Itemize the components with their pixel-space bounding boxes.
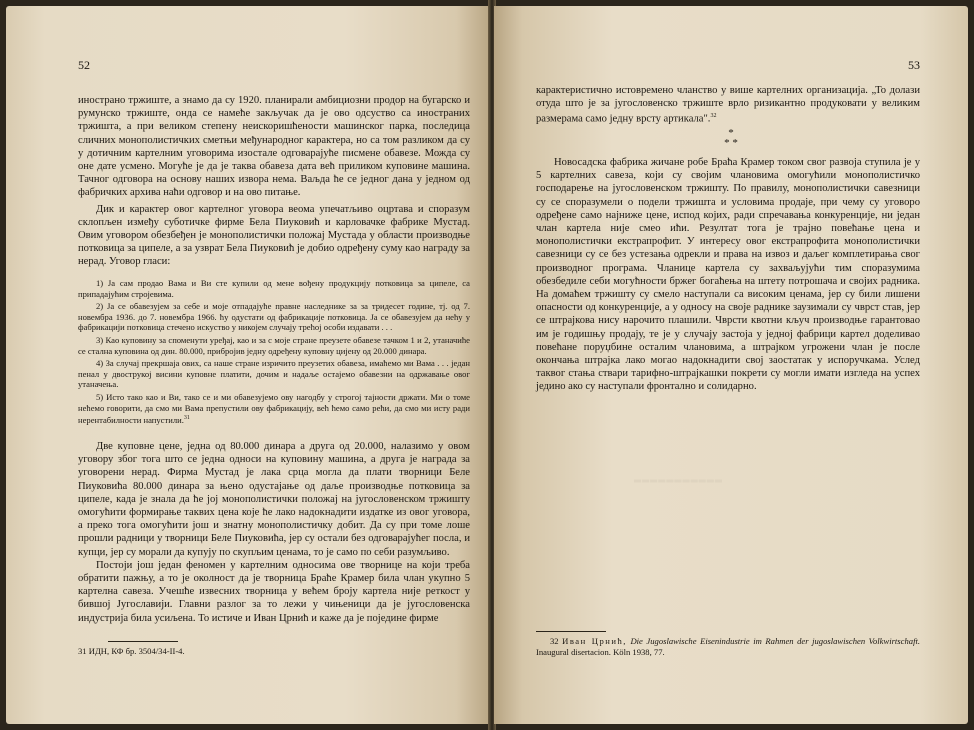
paragraph: Дик и карактер овог картелног уговора веома упечатљиво оцртава и споразум склопљен између суботичке фирме Бела Пиуковић и карловачке фабрике Мустад. Овим уговором обезбеђен је монополистички положај Мустада у области производње потковица за ципеле, а за узврат Бела Пиуковић је добио одређену суму као награду за нерад. Уговор гласи:: [78, 203, 470, 268]
footnote-number: 32: [550, 636, 559, 646]
page-number-right: 53: [908, 58, 920, 72]
right-text-upper: [536, 84, 920, 126]
footnote-rest: Inaugural disertacion. Köln 1938, 77.: [536, 646, 665, 657]
footnote-title: Die Jugoslawische Eisenindustrie im Rahmen der jugoslawischen Volkwirtschaft.: [630, 636, 920, 646]
quote-text: 5) Исто тако као и Ви, тако се и ми обавезујемо ову нагодбу у строгој тајности држати. Ми о томе нећемо говорити, да смо ми Вама препустили ову фабрикацију, већ ћемо само рећи, да смо ми исту ради нерентабилности напустили.: [78, 391, 470, 425]
left-text-upper: [78, 94, 470, 269]
footnote-ref: 31: [183, 415, 190, 422]
section-separator: * * *: [724, 127, 738, 149]
left-text-lower: [78, 440, 470, 625]
paragraph: инострано тржиште, а знамо да су 1920. планирали амбициозни продор на бугарско и румунско тржиште, онда се намеће закључак да је ово одсуство са иностраних тржишта, а при великом степену неискоришћености машинског парка, последица сличних монополистичких сметњи међународног карактера, но са том разликом да су у дотичним картелним уговорима изостале одговарајуће писмене обавезе. Можда су оне дате усмено. Могуће је да је таква обавеза дата већ приликом куповине машина. Тачног одговора на основу наших извора нема. Ваљда ће се једног дана у једном од фабричких архива наћи одговор и на ово питање.: [78, 95, 470, 199]
bleed-through: ═══════════: [634, 476, 723, 487]
quote-item: [78, 392, 470, 426]
quote-item: 4) За случај прекршаја овиx, са наше стране изричито преузетих обавеза, имаћемо ми Вама . . . један пенал у двострукој висини куповне платити, дочим и надаље остајемо обавезни на одржавање овог утаначења.: [78, 358, 470, 390]
footnote-rule: [108, 641, 178, 642]
quote-item: 1) Ја сам продао Вама и Ви сте купили од мене вођену продукцију потковица за ципеле, са припадајућим стројевима.: [78, 278, 470, 299]
footnote-ref: 32: [710, 113, 717, 120]
paragraph-text: карактеристично истовремено чланство у више картелних организација. „То долази отуда што је за југословенско тржиште врло ризикантно продуковати у великим размерама само једну врсту артикала".: [536, 85, 920, 125]
footnote-rule: [536, 631, 606, 632]
paragraph: Новосадска фабрика жичане робе Браћа Крамер током свог развоја ступила је у 5 картелних савеза, који су својим члановима омогућили монополистичко господарење на југословенском тржишту. По правилу, монополистички савезници су се споразумели о подели тржишта и условима продаје, при чему су уговоро одређене само најниже цене, испод којих, ради спречавања конкуренције, ни један члан картела није смео ићи. Резултат тога је трајно повећање цена и монополистички екстрапрофит. У интересу овог екстрапрофита монополистички савезници су се без устезања одрекли и права на извоз и даљег комплетирања свог производног програма. Чланице картела су захваљујући тим споразумима обезбедиле себи могућности бржег богаћења на штету потрошача и својих радника. На домаћем тржишту су смело наступали са високим ценама, јер су били лишени опасности од конкуренције, а у односу на своје раднике заузимали су чврст став, јер се штрајкова нису нарочито плашили. Чврсти квотни кључ производње гарантовао им је годишњу продају, те је у случају застоја у једној фабрици картел доделивао повећане поруџбине осталим члановима, а штрајком угрожени члан је после окончања штрајка лако могао надокнадити свој заостатак у испоручкама. Услед таквог стања ствари тарифно-штрајкашки покрети су могли имати изгледа на успех једино ако су наступали фронтално и солидарно.: [536, 157, 920, 393]
quote-item: 2) Ја се обавезујем за себе и моје отпадајуће правне наследнике за за тридесет године, тј. од 7. новембра 1936. до 7. новембра 1966. ћу одустати од фабрикације потковица. Ја се обавезујем да нећу у фабрикацији потковица стечено искуство у никојем случају трећој особи издавати . . .: [78, 301, 470, 333]
paragraph: Две куповне цене, једна од 80.000 динара а друга од 20.000, налазимо у овом уговору због тога што се једна односи на куповину машина, а друга је награда за уговорени нерад. Фирма Мустад је лака срца могла да плати творници Беле Пиуковића 80.000 динара за њено одустајање од даље производње потковица за ципеле, када је знала да ће јој монополистички положај на југословенском тржишту омогућити формирање таквих цена које ће лако надокнадити издатке из овог уговора, а преко тога омогућити још и знатну монополистичку добит. Да су при томе лоше прошли радници у творници Беле Пиуковића, јер су остали без одговарајућег посла, и купци, јер су морали да купују по скупљим ценама, то је само по себи разумљиво.: [78, 441, 470, 558]
paragraph: [536, 84, 920, 126]
right-page: [494, 6, 968, 724]
paragraph: Постоји још један феномен у картелним односима ове творнице на који треба обратити пажњу, а то је околност да је творница Браће Крамер била члан укупно 5 картелна савеза. Учешће извесних творница у већем броју картела није реткост у бившој Југославији. Главни разлог за то лежи у чињеници да је југословенска индустрија била усиљена. То истиче и Иван Црнић и каже да је поједине фирме: [78, 559, 470, 624]
footnote: [536, 636, 920, 657]
page-number-left: 52: [78, 58, 90, 72]
contract-quote: [78, 278, 470, 428]
right-text-main: [536, 156, 920, 394]
left-page: [6, 6, 490, 724]
quote-item: 3) Као куповину за споменути уређај, као и за с моје стране преузете обавезе тачком 1 и 2, утаначиће се стална куповина од дин. 80.000, прибројив једну одређену куповну цијену од 20.000 динара.: [78, 334, 470, 356]
footnote-author: Иван Црнић,: [562, 636, 627, 646]
footnote: 31 ИДН, КФ бр. 3504/34-II-4.: [78, 646, 185, 656]
